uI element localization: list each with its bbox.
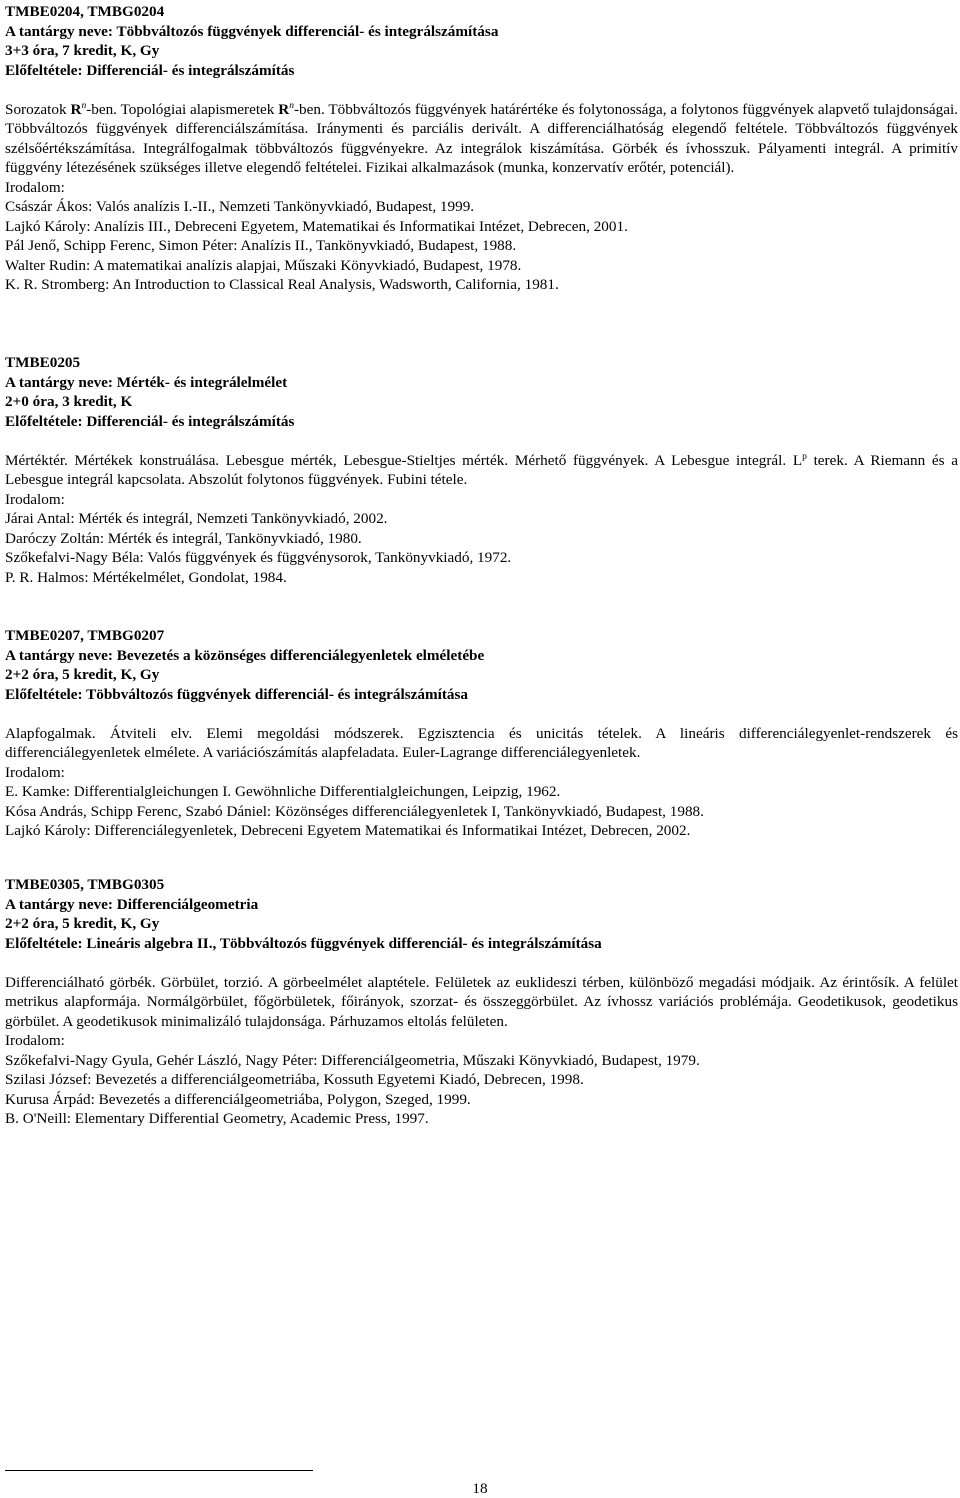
course-code: TMBE0205 [5, 354, 81, 371]
course-name: A tantárgy neve: Mérték- és integrálelmélet [5, 373, 288, 391]
reference-list [5, 197, 958, 295]
reference-item: Szőkefalvi-Nagy Gyula, Gehér László, Nagy Péter: Differenciálgeometria, Műszaki Könyvkiadó, Budapest, 1979. [5, 1051, 700, 1069]
course-header [5, 626, 958, 704]
reference-list [5, 782, 958, 841]
reference-item: Császár Ákos: Valós analízis I.-II., Nemzeti Tankönyvkiadó, Budapest, 1999. [5, 198, 475, 215]
course-description: Alapfogalmak. Átviteli elv. Elemi megoldási módszerek. Egzisztencia és unicitás tételek. A lineáris differenciálegyenlet-rendszerek és differenciálegyenletek elmélete. A variációszámítás alapfeladata. Euler-Lagrange differenciálegyenletek. [5, 724, 958, 761]
course-description: Sorozatok $R^n$-ben. Topológiai alapismeretek $R^n$-ben. Többváltozós függvények határértéke és folytonossága, a folytonos függvények alapvető tulajdonságai. Többváltozós függvények differenciálszámítása. Iránymenti és parciális derivált. A differenciálhatóság elegendő feltétele. Többváltozós függvények szélsőértékszámítása. Integrálfogalmak többváltozós függvényekre. Az integrálok kiszámítása. Görbék és ívhosszuk. Pályamenti integrál. A primitív függvény létezésének szükséges illetve elegendő feltételei. Fizikai alkalmazások (munka, konzervatív erőtér, potenciál). [5, 100, 958, 176]
course-prereq: Előfeltétele: Differenciál- és integrálszámítás [5, 61, 295, 79]
course-hours: 2+0 óra, 3 kredit, K [5, 393, 133, 410]
course-prereq: Előfeltétele: Differenciál- és integrálszámítás [5, 412, 295, 430]
course-hours: 2+2 óra, 5 kredit, K, Gy [5, 666, 160, 683]
course-tmbe0305 [5, 875, 958, 1129]
course-description: Differenciálható görbék. Görbület, torzió. A görbeelmélet alaptétele. Felületek az euklideszi térben, különböző megadási módjaik. Az érintősík. A felület metrikus alapformája. Normálgörbület, főgörbületek, főirányok, szorzat- és összeggörbület. Az ívhossz variációs problémája. Geodetikusok, geodetikus görbület. A geodetikusok minimalizáló tulajdonsága. Párhuzamos eltolás felületen. [5, 973, 958, 1030]
reference-item: K. R. Stromberg: An Introduction to Classical Real Analysis, Wadsworth, California, 1981. [5, 276, 559, 293]
literature-label: Irodalom: [5, 1032, 65, 1049]
reference-item: Szőkefalvi-Nagy Béla: Valós függvények és függvénysorok, Tankönyvkiadó, 1972. [5, 549, 512, 566]
course-tmbe0205 [5, 353, 958, 587]
reference-item: Lajkó Károly: Differenciálegyenletek, Debreceni Egyetem Matematikai és Informatikai Intézet, Debrecen, 2002. [5, 822, 691, 839]
course-description: Mértéktér. Mértékek konstruálása. Lebesgue mérték, Lebesgue-Stieltjes mérték. Mérhető függvények. A Lebesgue integrál. $L^p$ terek. A Riemann és a Lebesgue integrál kapcsolata. Abszolút folytonos függvények. Fubini tétele. [5, 451, 958, 488]
reference-item: E. Kamke: Differentialgleichungen I. Gewöhnliche Differentialgleichungen, Leipzig, 1962. [5, 783, 561, 800]
literature-label: Irodalom: [5, 490, 65, 508]
course-code: TMBE0204, TMBG0204 [5, 3, 165, 20]
reference-list [5, 1051, 958, 1129]
course-code: TMBE0207, TMBG0207 [5, 627, 165, 644]
reference-item: B. O'Neill: Elementary Differential Geometry, Academic Press, 1997. [5, 1110, 429, 1127]
course-tmbe0204 [5, 2, 958, 295]
course-name: A tantárgy neve: Bevezetés a közönséges differenciálegyenletek elméletébe [5, 646, 485, 664]
reference-list [5, 509, 958, 587]
course-header [5, 2, 958, 80]
course-header [5, 353, 958, 431]
reference-item: P. R. Halmos: Mértékelmélet, Gondolat, 1984. [5, 568, 287, 586]
reference-item: Szilasi József: Bevezetés a differenciálgeometriába, Kossuth Egyetemi Kiadó, Debrecen, 1998. [5, 1071, 584, 1088]
course-name: A tantárgy neve: Differenciálgeometria [5, 895, 259, 913]
reference-item: Walter Rudin: A matematikai analízis alapjai, Műszaki Könyvkiadó, Budapest, 1978. [5, 256, 522, 274]
reference-item: Kurusa Árpád: Bevezetés a differenciálgeometriába, Polygon, Szeged, 1999. [5, 1090, 471, 1108]
page-number: 18 [472, 1480, 488, 1497]
course-header [5, 875, 958, 953]
course-prereq: Előfeltétele: Lineáris algebra II., Többváltozós függvények differenciál- és integrálszámítása [5, 934, 602, 952]
reference-item: Járai Antal: Mérték és integrál, Nemzeti Tankönyvkiadó, 2002. [5, 510, 388, 527]
reference-item: Kósa András, Schipp Ferenc, Szabó Dániel: Közönséges differenciálegyenletek I, Tankönyvkiadó, Budapest, 1988. [5, 802, 704, 820]
course-tmbe0207 [5, 626, 958, 841]
course-hours: 2+2 óra, 5 kredit, K, Gy [5, 915, 160, 932]
course-hours: 3+3 óra, 7 kredit, K, Gy [5, 42, 160, 59]
reference-item: Pál Jenő, Schipp Ferenc, Simon Péter: Analízis II., Tankönyvkiadó, Budapest, 1988. [5, 237, 517, 254]
course-prereq: Előfeltétele: Többváltozós függvények differenciál- és integrálszámítása [5, 685, 469, 703]
literature-label: Irodalom: [5, 178, 65, 196]
footer-divider [5, 1470, 313, 1471]
literature-label: Irodalom: [5, 763, 65, 781]
course-name: A tantárgy neve: Többváltozós függvények differenciál- és integrálszámítása [5, 22, 499, 40]
reference-item: Lajkó Károly: Analízis III., Debreceni Egyetem, Matematikai és Informatikai Intézet, Debrecen, 2001. [5, 217, 628, 235]
reference-item: Daróczy Zoltán: Mérték és integrál, Tankönyvkiadó, 1980. [5, 529, 362, 547]
course-code: TMBE0305, TMBG0305 [5, 876, 165, 893]
